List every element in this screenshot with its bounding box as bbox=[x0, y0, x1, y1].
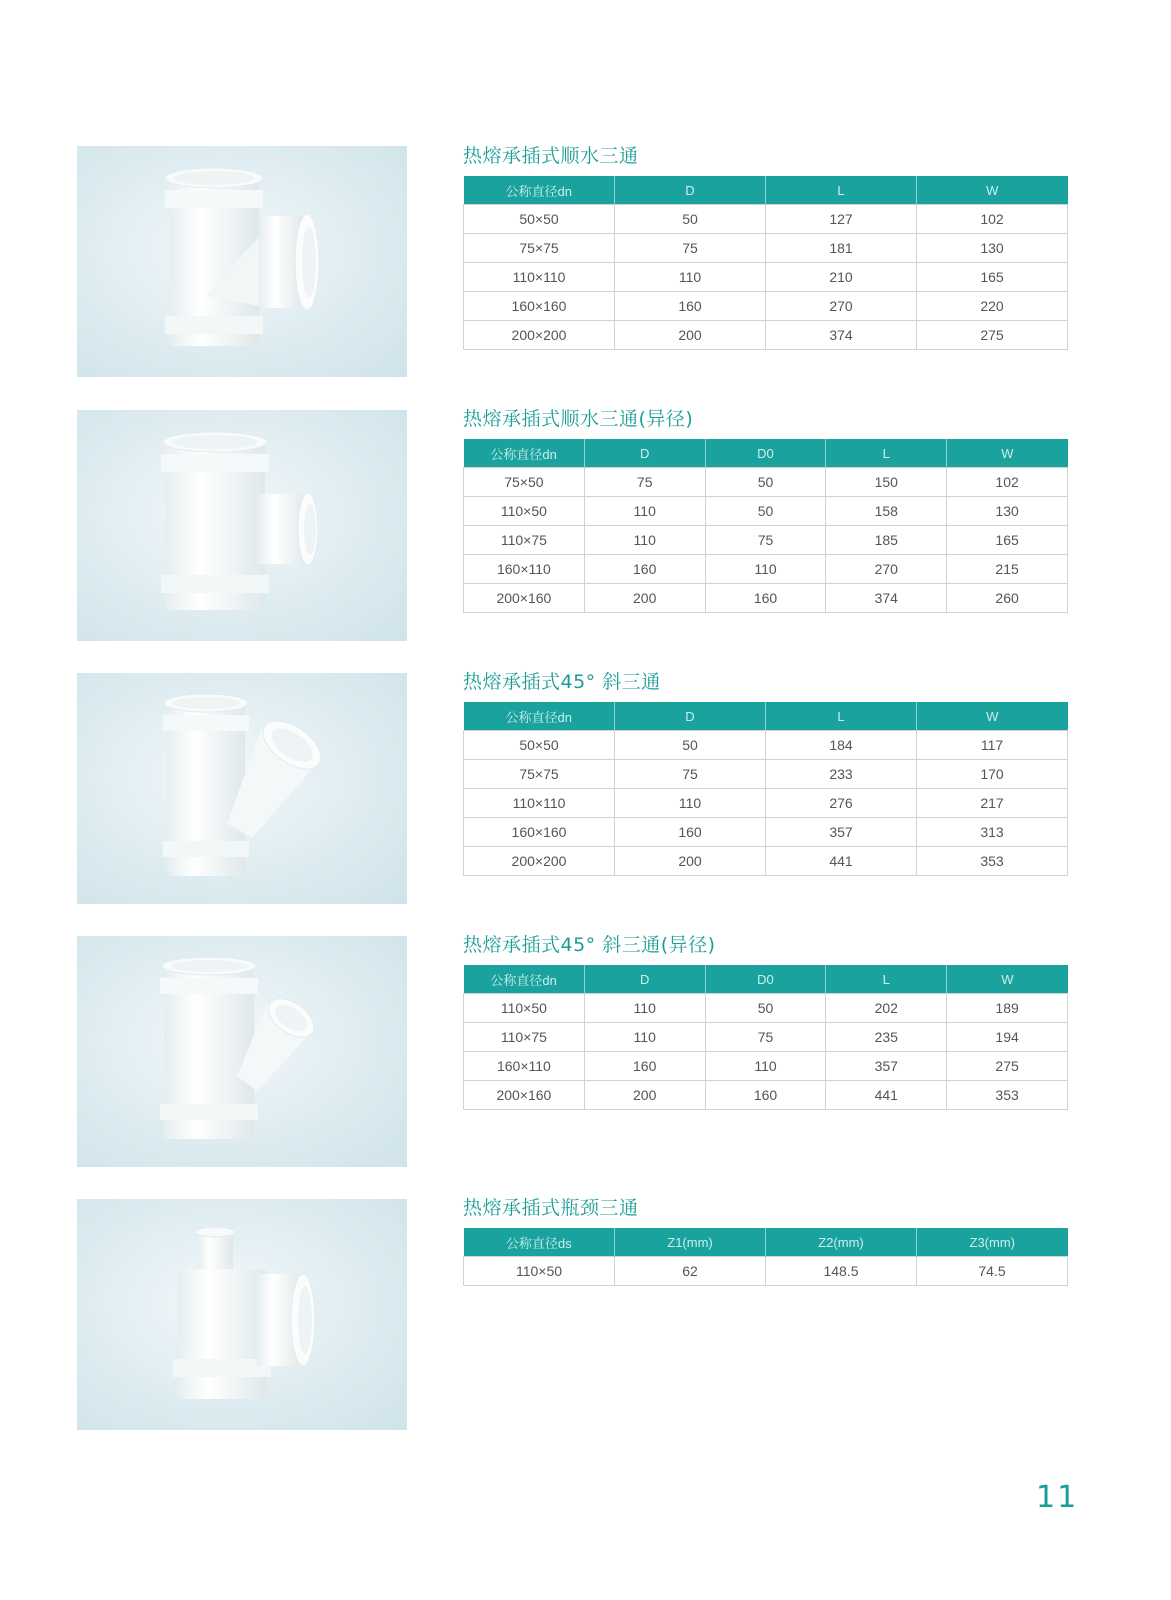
table-cell: 74.5 bbox=[917, 1257, 1068, 1286]
table-cell: 110 bbox=[615, 789, 766, 818]
table-cell: 110 bbox=[705, 1052, 826, 1081]
table-cell: 110×110 bbox=[464, 789, 615, 818]
table-cell: 110×50 bbox=[464, 994, 585, 1023]
column-header: D bbox=[615, 176, 766, 205]
table-cell: 50 bbox=[705, 497, 826, 526]
section-reducing-45-wye bbox=[463, 931, 1068, 1110]
table-cell: 270 bbox=[826, 555, 947, 584]
column-header: D bbox=[615, 702, 766, 731]
table-row bbox=[464, 584, 1068, 613]
table-cell: 150 bbox=[826, 468, 947, 497]
table-cell: 165 bbox=[947, 526, 1068, 555]
table-row bbox=[464, 555, 1068, 584]
table-cell: 62 bbox=[615, 1257, 766, 1286]
spec-table bbox=[463, 439, 1068, 613]
table-cell: 110×50 bbox=[464, 1257, 615, 1286]
table-cell: 181 bbox=[766, 234, 917, 263]
table-cell: 50 bbox=[705, 994, 826, 1023]
product-photo-tee bbox=[77, 146, 407, 377]
table-cell: 110 bbox=[584, 497, 705, 526]
table-cell: 158 bbox=[826, 497, 947, 526]
table-row bbox=[464, 847, 1068, 876]
table-cell: 75 bbox=[615, 760, 766, 789]
table-cell: 130 bbox=[947, 497, 1068, 526]
spec-table bbox=[463, 702, 1068, 876]
table-cell: 170 bbox=[917, 760, 1068, 789]
section-equal-tee bbox=[463, 142, 1068, 350]
section-title: 热熔承插式45° 斜三通(异径) bbox=[463, 934, 716, 956]
table-cell: 110 bbox=[584, 994, 705, 1023]
table-row bbox=[464, 497, 1068, 526]
table-row bbox=[464, 321, 1068, 350]
column-header: L bbox=[826, 965, 947, 994]
reducing-45-degree-wye-illustration bbox=[77, 936, 407, 1167]
table-header-row bbox=[464, 1228, 1068, 1257]
product-photo-45-wye bbox=[77, 673, 407, 904]
table-cell: 160 bbox=[615, 818, 766, 847]
table-row bbox=[464, 994, 1068, 1023]
table-cell: 353 bbox=[947, 1081, 1068, 1110]
table-row bbox=[464, 789, 1068, 818]
table-cell: 117 bbox=[917, 731, 1068, 760]
table-cell: 160 bbox=[584, 1052, 705, 1081]
table-row bbox=[464, 526, 1068, 555]
table-row bbox=[464, 1081, 1068, 1110]
table-cell: 75×75 bbox=[464, 760, 615, 789]
table-cell: 50 bbox=[615, 731, 766, 760]
table-row bbox=[464, 1023, 1068, 1052]
table-cell: 160×160 bbox=[464, 818, 615, 847]
table-cell: 275 bbox=[947, 1052, 1068, 1081]
table-cell: 110 bbox=[584, 526, 705, 555]
section-bottleneck-tee bbox=[463, 1194, 1068, 1286]
table-cell: 130 bbox=[917, 234, 1068, 263]
table-cell: 260 bbox=[947, 584, 1068, 613]
column-header: W bbox=[947, 439, 1068, 468]
table-cell: 75 bbox=[705, 526, 826, 555]
table-cell: 185 bbox=[826, 526, 947, 555]
column-header: Z1(mm) bbox=[615, 1228, 766, 1257]
table-cell: 235 bbox=[826, 1023, 947, 1052]
table-cell: 200 bbox=[584, 1081, 705, 1110]
column-header: D0 bbox=[705, 439, 826, 468]
table-cell: 353 bbox=[917, 847, 1068, 876]
column-header: 公称直径dn bbox=[464, 176, 615, 205]
table-cell: 148.5 bbox=[766, 1257, 917, 1286]
table-cell: 441 bbox=[766, 847, 917, 876]
table-cell: 50×50 bbox=[464, 205, 615, 234]
table-cell: 110×75 bbox=[464, 1023, 585, 1052]
column-header: Z3(mm) bbox=[917, 1228, 1068, 1257]
section-reducing-tee bbox=[463, 405, 1068, 613]
table-cell: 200 bbox=[615, 847, 766, 876]
table-cell: 160 bbox=[705, 584, 826, 613]
tee-fitting-illustration bbox=[77, 146, 407, 377]
table-cell: 374 bbox=[826, 584, 947, 613]
table-cell: 200×160 bbox=[464, 584, 585, 613]
column-header: Z2(mm) bbox=[766, 1228, 917, 1257]
table-cell: 189 bbox=[947, 994, 1068, 1023]
section-45-wye bbox=[463, 668, 1068, 876]
table-header-row bbox=[464, 439, 1068, 468]
table-cell: 276 bbox=[766, 789, 917, 818]
column-header: W bbox=[917, 176, 1068, 205]
table-cell: 200×160 bbox=[464, 1081, 585, 1110]
reducing-tee-fitting-illustration bbox=[77, 410, 407, 641]
table-cell: 275 bbox=[917, 321, 1068, 350]
table-cell: 441 bbox=[826, 1081, 947, 1110]
page-number: 11 bbox=[1036, 1480, 1079, 1515]
table-row bbox=[464, 205, 1068, 234]
table-cell: 200 bbox=[615, 321, 766, 350]
column-header: W bbox=[917, 702, 1068, 731]
product-photo-reducing-45-wye bbox=[77, 936, 407, 1167]
column-header: 公称直径dn bbox=[464, 702, 615, 731]
table-cell: 184 bbox=[766, 731, 917, 760]
table-cell: 75×50 bbox=[464, 468, 585, 497]
table-cell: 160 bbox=[705, 1081, 826, 1110]
table-cell: 357 bbox=[766, 818, 917, 847]
column-header: L bbox=[766, 702, 917, 731]
section-title: 热熔承插式瓶颈三通 bbox=[463, 1197, 639, 1219]
column-header: L bbox=[766, 176, 917, 205]
column-header: D0 bbox=[705, 965, 826, 994]
table-cell: 220 bbox=[917, 292, 1068, 321]
table-cell: 270 bbox=[766, 292, 917, 321]
table-row bbox=[464, 292, 1068, 321]
45-degree-wye-illustration bbox=[77, 673, 407, 904]
table-cell: 127 bbox=[766, 205, 917, 234]
product-photo-bottleneck-tee bbox=[77, 1199, 407, 1430]
table-cell: 110×50 bbox=[464, 497, 585, 526]
table-row bbox=[464, 818, 1068, 847]
table-cell: 160×110 bbox=[464, 1052, 585, 1081]
table-cell: 200 bbox=[584, 584, 705, 613]
table-cell: 102 bbox=[917, 205, 1068, 234]
table-cell: 75 bbox=[615, 234, 766, 263]
table-cell: 75×75 bbox=[464, 234, 615, 263]
table-cell: 202 bbox=[826, 994, 947, 1023]
table-row bbox=[464, 760, 1068, 789]
table-row bbox=[464, 1257, 1068, 1286]
section-title: 热熔承插式45° 斜三通 bbox=[463, 671, 661, 693]
table-cell: 50 bbox=[705, 468, 826, 497]
column-header: 公称直径ds bbox=[464, 1228, 615, 1257]
table-row bbox=[464, 263, 1068, 292]
table-cell: 313 bbox=[917, 818, 1068, 847]
table-cell: 50×50 bbox=[464, 731, 615, 760]
table-cell: 75 bbox=[584, 468, 705, 497]
table-cell: 217 bbox=[917, 789, 1068, 818]
table-cell: 200×200 bbox=[464, 847, 615, 876]
table-row bbox=[464, 731, 1068, 760]
column-header: L bbox=[826, 439, 947, 468]
column-header: 公称直径dn bbox=[464, 439, 585, 468]
table-cell: 110×75 bbox=[464, 526, 585, 555]
table-row bbox=[464, 1052, 1068, 1081]
table-cell: 160×160 bbox=[464, 292, 615, 321]
section-title: 热熔承插式顺水三通(异径) bbox=[463, 408, 694, 430]
table-cell: 357 bbox=[826, 1052, 947, 1081]
table-cell: 110 bbox=[615, 263, 766, 292]
table-cell: 160 bbox=[615, 292, 766, 321]
spec-table bbox=[463, 965, 1068, 1110]
table-cell: 233 bbox=[766, 760, 917, 789]
table-cell: 110 bbox=[584, 1023, 705, 1052]
column-header: D bbox=[584, 439, 705, 468]
table-cell: 110×110 bbox=[464, 263, 615, 292]
table-cell: 215 bbox=[947, 555, 1068, 584]
table-cell: 50 bbox=[615, 205, 766, 234]
table-cell: 210 bbox=[766, 263, 917, 292]
column-header: D bbox=[584, 965, 705, 994]
section-title: 热熔承插式顺水三通 bbox=[463, 145, 639, 167]
column-header: 公称直径dn bbox=[464, 965, 585, 994]
table-header-row bbox=[464, 176, 1068, 205]
table-row bbox=[464, 468, 1068, 497]
table-cell: 160×110 bbox=[464, 555, 585, 584]
table-row bbox=[464, 234, 1068, 263]
table-cell: 200×200 bbox=[464, 321, 615, 350]
column-header: W bbox=[947, 965, 1068, 994]
table-cell: 75 bbox=[705, 1023, 826, 1052]
bottleneck-tee-illustration bbox=[77, 1199, 407, 1430]
table-cell: 165 bbox=[917, 263, 1068, 292]
product-photo-reducing-tee bbox=[77, 410, 407, 641]
table-header-row bbox=[464, 702, 1068, 731]
spec-table bbox=[463, 1228, 1068, 1286]
table-cell: 374 bbox=[766, 321, 917, 350]
table-cell: 194 bbox=[947, 1023, 1068, 1052]
table-cell: 160 bbox=[584, 555, 705, 584]
table-cell: 102 bbox=[947, 468, 1068, 497]
table-header-row bbox=[464, 965, 1068, 994]
spec-table bbox=[463, 176, 1068, 350]
table-cell: 110 bbox=[705, 555, 826, 584]
